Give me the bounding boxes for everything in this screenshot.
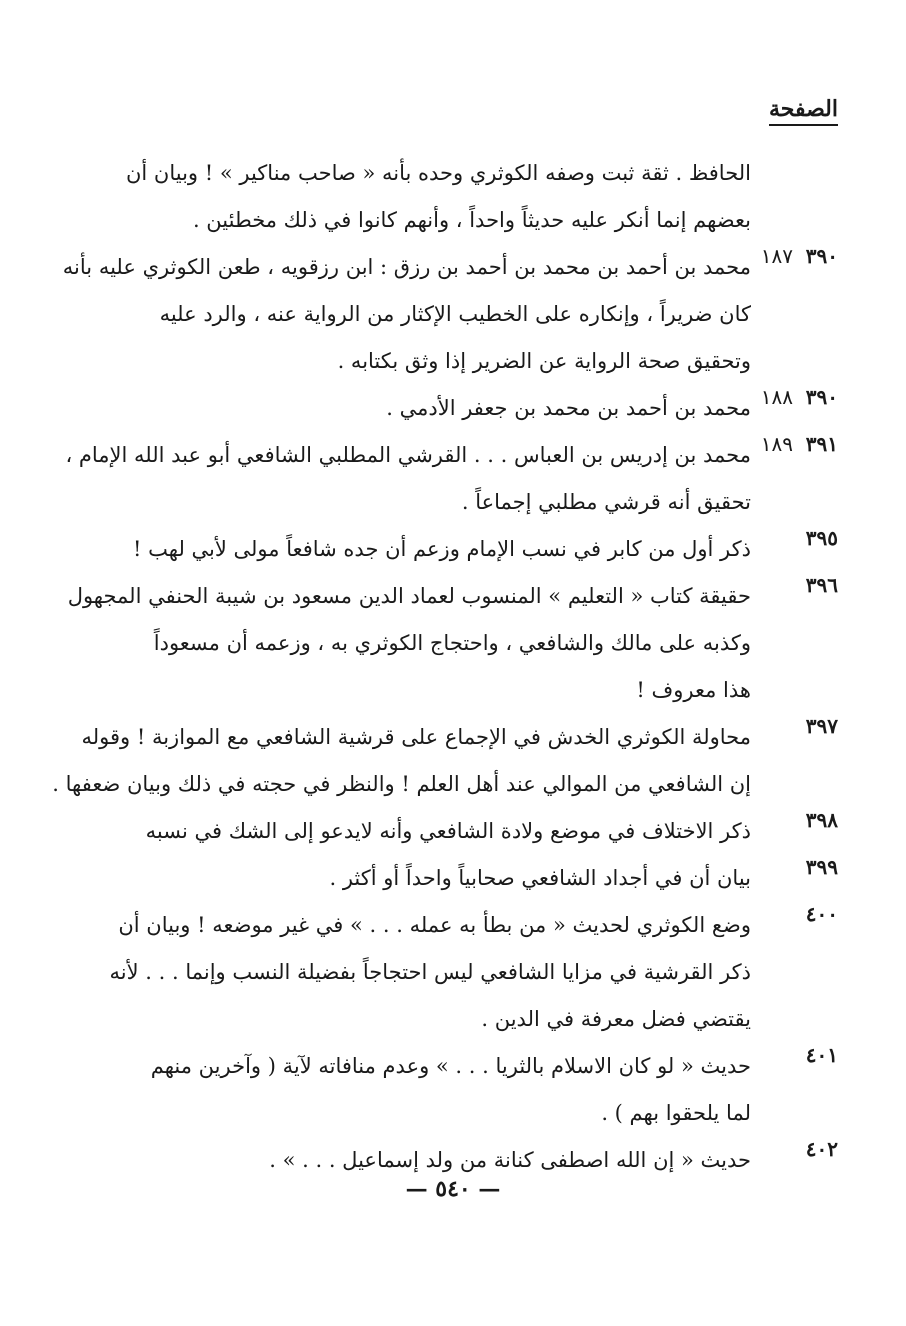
entry-text-line: لما يلحقوا بهم ) . [601,1101,751,1125]
entry-page-number: ٣٩١ [805,432,838,456]
entry-text [78,526,751,573]
entry-text [78,855,751,902]
entry-page-number: ٣٩٧ [805,714,838,738]
entry-text-line: ذكر أول من كابر في نسب الإمام وزعم أن جده شافعاً مولى لأبي لهب ! [133,537,751,561]
entry-text-line: محمد بن أحمد بن محمد بن أحمد بن رزق : ابن رزقويه ، طعن الكوثري عليه بأنه [62,255,751,279]
index-entry [78,150,838,244]
entry-text-line: محمد بن أحمد بن محمد بن جعفر الأدمي . [386,396,751,420]
index-entry [78,526,838,573]
entry-text-line: وكذبه على مالك والشافعي ، واحتجاج الكوثري به ، وزعمه أن مسعوداً [153,631,751,655]
entry-text-line: بيان أن في أجداد الشافعي صحابياً واحداً أو أكثر . [329,866,751,890]
entry-text-line: وضع الكوثري لحديث « من بطأ به عمله . . . » في غير موضعه ! وبيان أن [118,913,751,937]
entry-text-line: الحافظ . ثقة ثبت وصفه الكوثري وحده بأنه « صاحب مناكير » ! وبيان أن [126,161,751,185]
entry-text-line: ذكر الاختلاف في موضع ولادة الشافعي وأنه لايدعو إلى الشك في نسبه [145,819,751,843]
entry-text-line: محمد بن إدريس بن العباس . . . القرشي المطلبي الشافعي أبو عبد الله الإمام ، [65,443,751,467]
entry-text-line: حديث « لو كان الاسلام بالثريا . . . » وعدم منافاته لآية ( وآخرين منهم [150,1054,751,1078]
entry-text [52,714,751,808]
entry-text-line: إن الشافعي من الموالي عند أهل العلم ! والنظر في حجته في ذلك وبيان ضعفها . [52,772,751,796]
entry-text [78,902,751,1043]
entry-page-number: ٣٩٦ [805,573,838,597]
entry-text-line: يقتضي فضل معرفة في الدين . [481,1007,751,1031]
entry-page-number: ٤٠٠ [805,902,838,926]
index-entry [78,385,838,432]
index-entry [65,432,838,526]
entry-text [78,385,751,432]
entry-item-number: ١٨٨ [760,385,793,409]
entry-text-line: حقيقة كتاب « التعليم » المنسوب لعماد الدين مسعود بن شيبة الحنفي المجهول [67,584,751,608]
entry-item-number: ١٨٧ [760,244,793,268]
entry-page-number: ٣٩٠ [805,385,838,409]
entry-text-line: تحقيق أنه قرشي مطلبي إجماعاً . [461,490,751,514]
entry-text-line: وتحقيق صحة الرواية عن الضرير إذا وثق بكتابه . [337,349,751,373]
entry-text-line: محاولة الكوثري الخدش في الإجماع على قرشية الشافعي مع الموازبة ! وقوله [81,725,751,749]
entry-page-number: ٣٩٥ [805,526,838,550]
entry-text [63,244,751,385]
entry-text-line: ذكر القرشية في مزايا الشافعي ليس احتجاجاً بفضيلة النسب وإنما . . . لأنه [109,960,751,984]
entry-text [78,808,751,855]
index-entry [52,714,838,808]
entry-text-line: هذا معروف ! [636,678,751,702]
index-entry [78,808,838,855]
index-entry [78,1043,838,1137]
index-entry [62,244,838,385]
entry-page-number: ٣٩٠ [805,244,838,268]
entry-text-line: حديث « إن الله اصطفى كنانة من ولد إسماعيل . . . » . [269,1148,751,1172]
page-column-header: الصفحة [769,96,838,126]
index-entry [78,902,838,1043]
entry-text-line: بعضهم إنما أنكر عليه حديثاً واحداً ، وأنهم كانوا في ذلك مخطئين . [192,208,751,232]
entry-page-number: ٣٩٨ [805,808,838,832]
entry-page-number: ٤٠٢ [805,1137,838,1161]
entry-text-line: كان ضريراً ، وإنكاره على الخطيب الإكثار من الرواية عنه ، والرد عليه [159,302,751,326]
index-entry [67,573,838,714]
entry-text [78,150,751,244]
page-number: — ٥٤٠ — [405,1176,501,1202]
entry-item-number: ١٨٩ [760,432,793,456]
entry-text [68,573,751,714]
entry-page-number: ٣٩٩ [805,855,838,879]
entry-text [65,432,751,526]
entry-text [78,1043,751,1137]
index-entry [78,855,838,902]
entry-page-number: ٤٠١ [805,1043,838,1067]
